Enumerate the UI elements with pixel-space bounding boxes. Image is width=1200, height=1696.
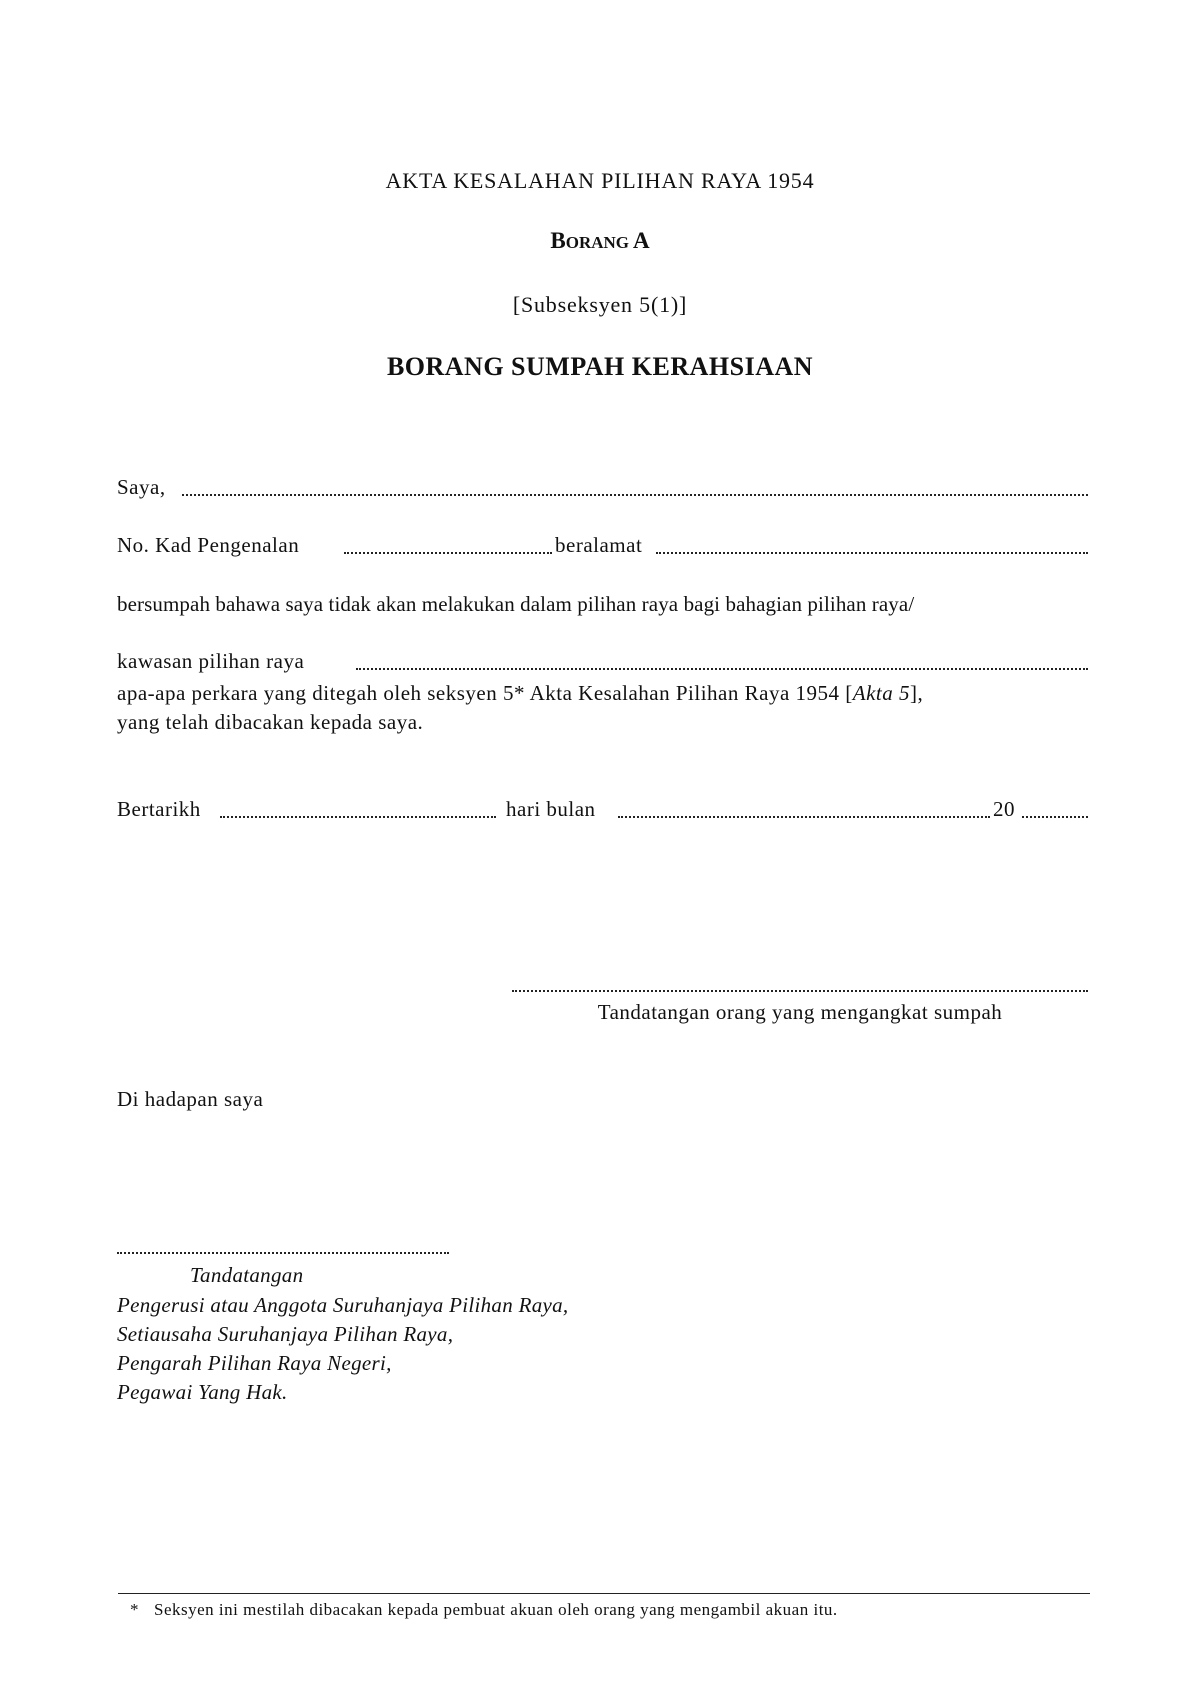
officer-caption: Tandatangan <box>190 1263 304 1287</box>
clause-close: ], <box>910 681 924 705</box>
day-month-label: hari bulan <box>506 797 596 821</box>
form-title: BORANG SUMPAH KERAHSIAAN <box>386 352 814 381</box>
form-label <box>0 228 1200 254</box>
subsection-reference: [Subseksyen 5(1)] <box>512 292 688 317</box>
year-prefix: 20 <box>993 797 1015 821</box>
name-field[interactable] <box>182 494 1088 496</box>
date-year-field[interactable] <box>1022 816 1088 818</box>
oath-taker-caption: Tandatangan orang yang mengangkat sumpah <box>597 1000 1003 1024</box>
officer-title: Pengerusi atau Anggota Suruhanjaya Pilihan Raya, <box>117 1293 569 1317</box>
act-title: AKTA KESALAHAN PILIHAN RAYA 1954 <box>385 168 815 193</box>
form-label-letter: A <box>633 228 650 253</box>
dated-label: Bertarikh <box>117 797 201 821</box>
footnote-text: Seksyen ini mestilah dibacakan kepada pembuat akuan oleh orang yang mengambil akuan itu. <box>154 1600 838 1619</box>
before-me-label: Di hadapan saya <box>117 1087 264 1111</box>
officer-title: Setiausaha Suruhanjaya Pilihan Raya, <box>117 1322 454 1346</box>
oath-statement: bersumpah bahawa saya tidak akan melakukan dalam pilihan raya bagi bahagian pilihan raya/ <box>117 592 915 616</box>
id-card-field[interactable] <box>344 552 552 554</box>
constituency-label: kawasan pilihan raya <box>117 649 305 673</box>
form-label-initial: B <box>550 228 566 253</box>
date-day-field[interactable] <box>220 816 496 818</box>
constituency-field[interactable] <box>356 668 1088 670</box>
footnote-marker: * <box>130 1600 139 1619</box>
date-month-field[interactable] <box>618 816 990 818</box>
form-label-rest: ORANG <box>565 233 629 252</box>
saya-label: Saya, <box>117 475 166 499</box>
act-reference: Akta 5 <box>852 681 910 705</box>
id-card-label: No. Kad Pengenalan <box>117 533 300 557</box>
clause-line-1 <box>117 681 923 706</box>
officer-signature-field[interactable] <box>117 1252 449 1254</box>
address-field[interactable] <box>656 552 1088 554</box>
address-label: beralamat <box>555 533 643 557</box>
oath-taker-signature-field[interactable] <box>512 990 1088 992</box>
clause-line-2: yang telah dibacakan kepada saya. <box>117 710 424 734</box>
officer-title: Pegawai Yang Hak. <box>117 1380 288 1404</box>
footnote-divider <box>118 1593 1090 1594</box>
clause-text: apa-apa perkara yang ditegah oleh seksyen 5* Akta Kesalahan Pilihan Raya 1954 [ <box>117 681 853 705</box>
officer-title: Pengarah Pilihan Raya Negeri, <box>117 1351 392 1375</box>
